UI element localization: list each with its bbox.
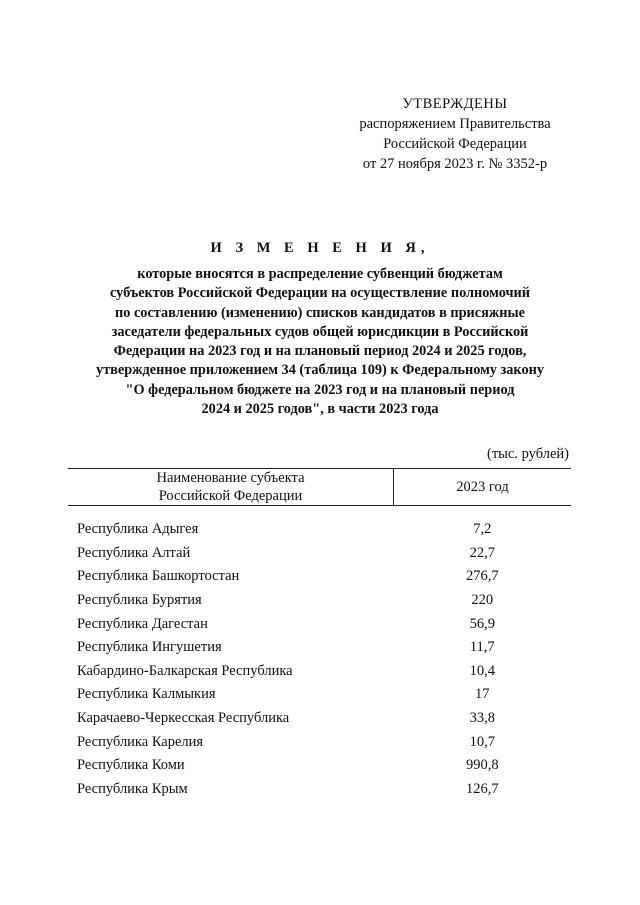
document-subtitle — [60, 265, 580, 419]
table-row — [68, 518, 571, 542]
region-name: Республика Башкортостан — [77, 568, 240, 585]
region-name: Кабардино-Балкарская Республика — [77, 662, 293, 679]
subtitle-line: по составлению (изменению) списков кандидатов в присяжные — [115, 304, 525, 321]
region-name: Карачаево-Черкесская Республика — [77, 710, 290, 727]
subtitle-line: субъектов Российской Федерации на осуществление полномочий — [109, 285, 531, 302]
region-name: Республика Коми — [77, 757, 185, 774]
table-row — [68, 730, 571, 754]
approval-line-3: от 27 ноября 2023 г. № 3352-р — [362, 156, 548, 172]
region-value: 276,7 — [465, 568, 499, 585]
subtitle-line: утвержденное приложением 34 (таблица 109) к Федеральному закону — [95, 362, 545, 379]
subtitle-line: заседатели федеральных судов общей юрисдикции в Российской — [111, 323, 529, 340]
table-row — [68, 683, 571, 707]
region-name: Республика Алтай — [77, 544, 191, 561]
region-name: Республика Ингушетия — [77, 639, 222, 656]
region-name: Республика Дагестан — [77, 615, 208, 632]
approval-line-1: распоряжением Правительства — [359, 116, 551, 132]
table-row — [68, 542, 571, 566]
region-value: 7,2 — [473, 521, 492, 538]
approval-block — [340, 94, 570, 174]
region-value: 22,7 — [469, 544, 495, 561]
column-header-year: 2023 год — [394, 469, 572, 506]
region-name: Республика Адыгея — [77, 521, 199, 538]
region-value: 10,4 — [469, 662, 495, 679]
subtitle-line: Федерации на 2023 год и на плановый период 2024 и 2025 годов, — [113, 343, 527, 360]
document-title: И З М Е Н Е Н И Я, — [210, 240, 430, 256]
table-row — [68, 589, 571, 613]
table-spacer — [68, 506, 571, 519]
table-row — [68, 612, 571, 636]
region-name: Республика Бурятия — [77, 592, 202, 609]
subtitle-line: 2024 и 2025 годов", в части 2023 года — [201, 401, 439, 418]
region-value: 17 — [475, 686, 490, 703]
table-header-row — [68, 469, 571, 506]
table-row — [68, 565, 571, 589]
units-label: (тыс. рублей) — [487, 446, 569, 462]
region-value: 990,8 — [465, 757, 499, 774]
column-header-region-line-2: Российской Федерации — [158, 488, 303, 504]
table-row — [68, 707, 571, 731]
region-name: Республика Крым — [77, 780, 188, 797]
region-name: Республика Калмыкия — [77, 686, 216, 703]
subsidy-table — [68, 468, 571, 801]
table-row — [68, 660, 571, 684]
table-row — [68, 778, 571, 802]
table-row — [68, 754, 571, 778]
subtitle-line: которые вносятся в распределение субвенций бюджетам — [137, 266, 503, 282]
region-value: 56,9 — [469, 615, 495, 632]
region-value: 33,8 — [469, 710, 495, 727]
approval-header: УТВЕРЖДЕНЫ — [402, 96, 508, 112]
region-value: 11,7 — [469, 639, 495, 656]
region-value: 10,7 — [469, 733, 495, 750]
subtitle-line: "О федеральном бюджете на 2023 год и на плановый период — [125, 381, 515, 398]
region-value: 126,7 — [465, 780, 499, 797]
region-value: 220 — [471, 592, 494, 609]
approval-line-2: Российской Федерации — [383, 136, 527, 152]
column-header-region-line-1: Наименование субъекта — [156, 470, 305, 486]
column-header-region — [68, 469, 394, 506]
table-row — [68, 636, 571, 660]
region-name: Республика Карелия — [77, 733, 204, 750]
